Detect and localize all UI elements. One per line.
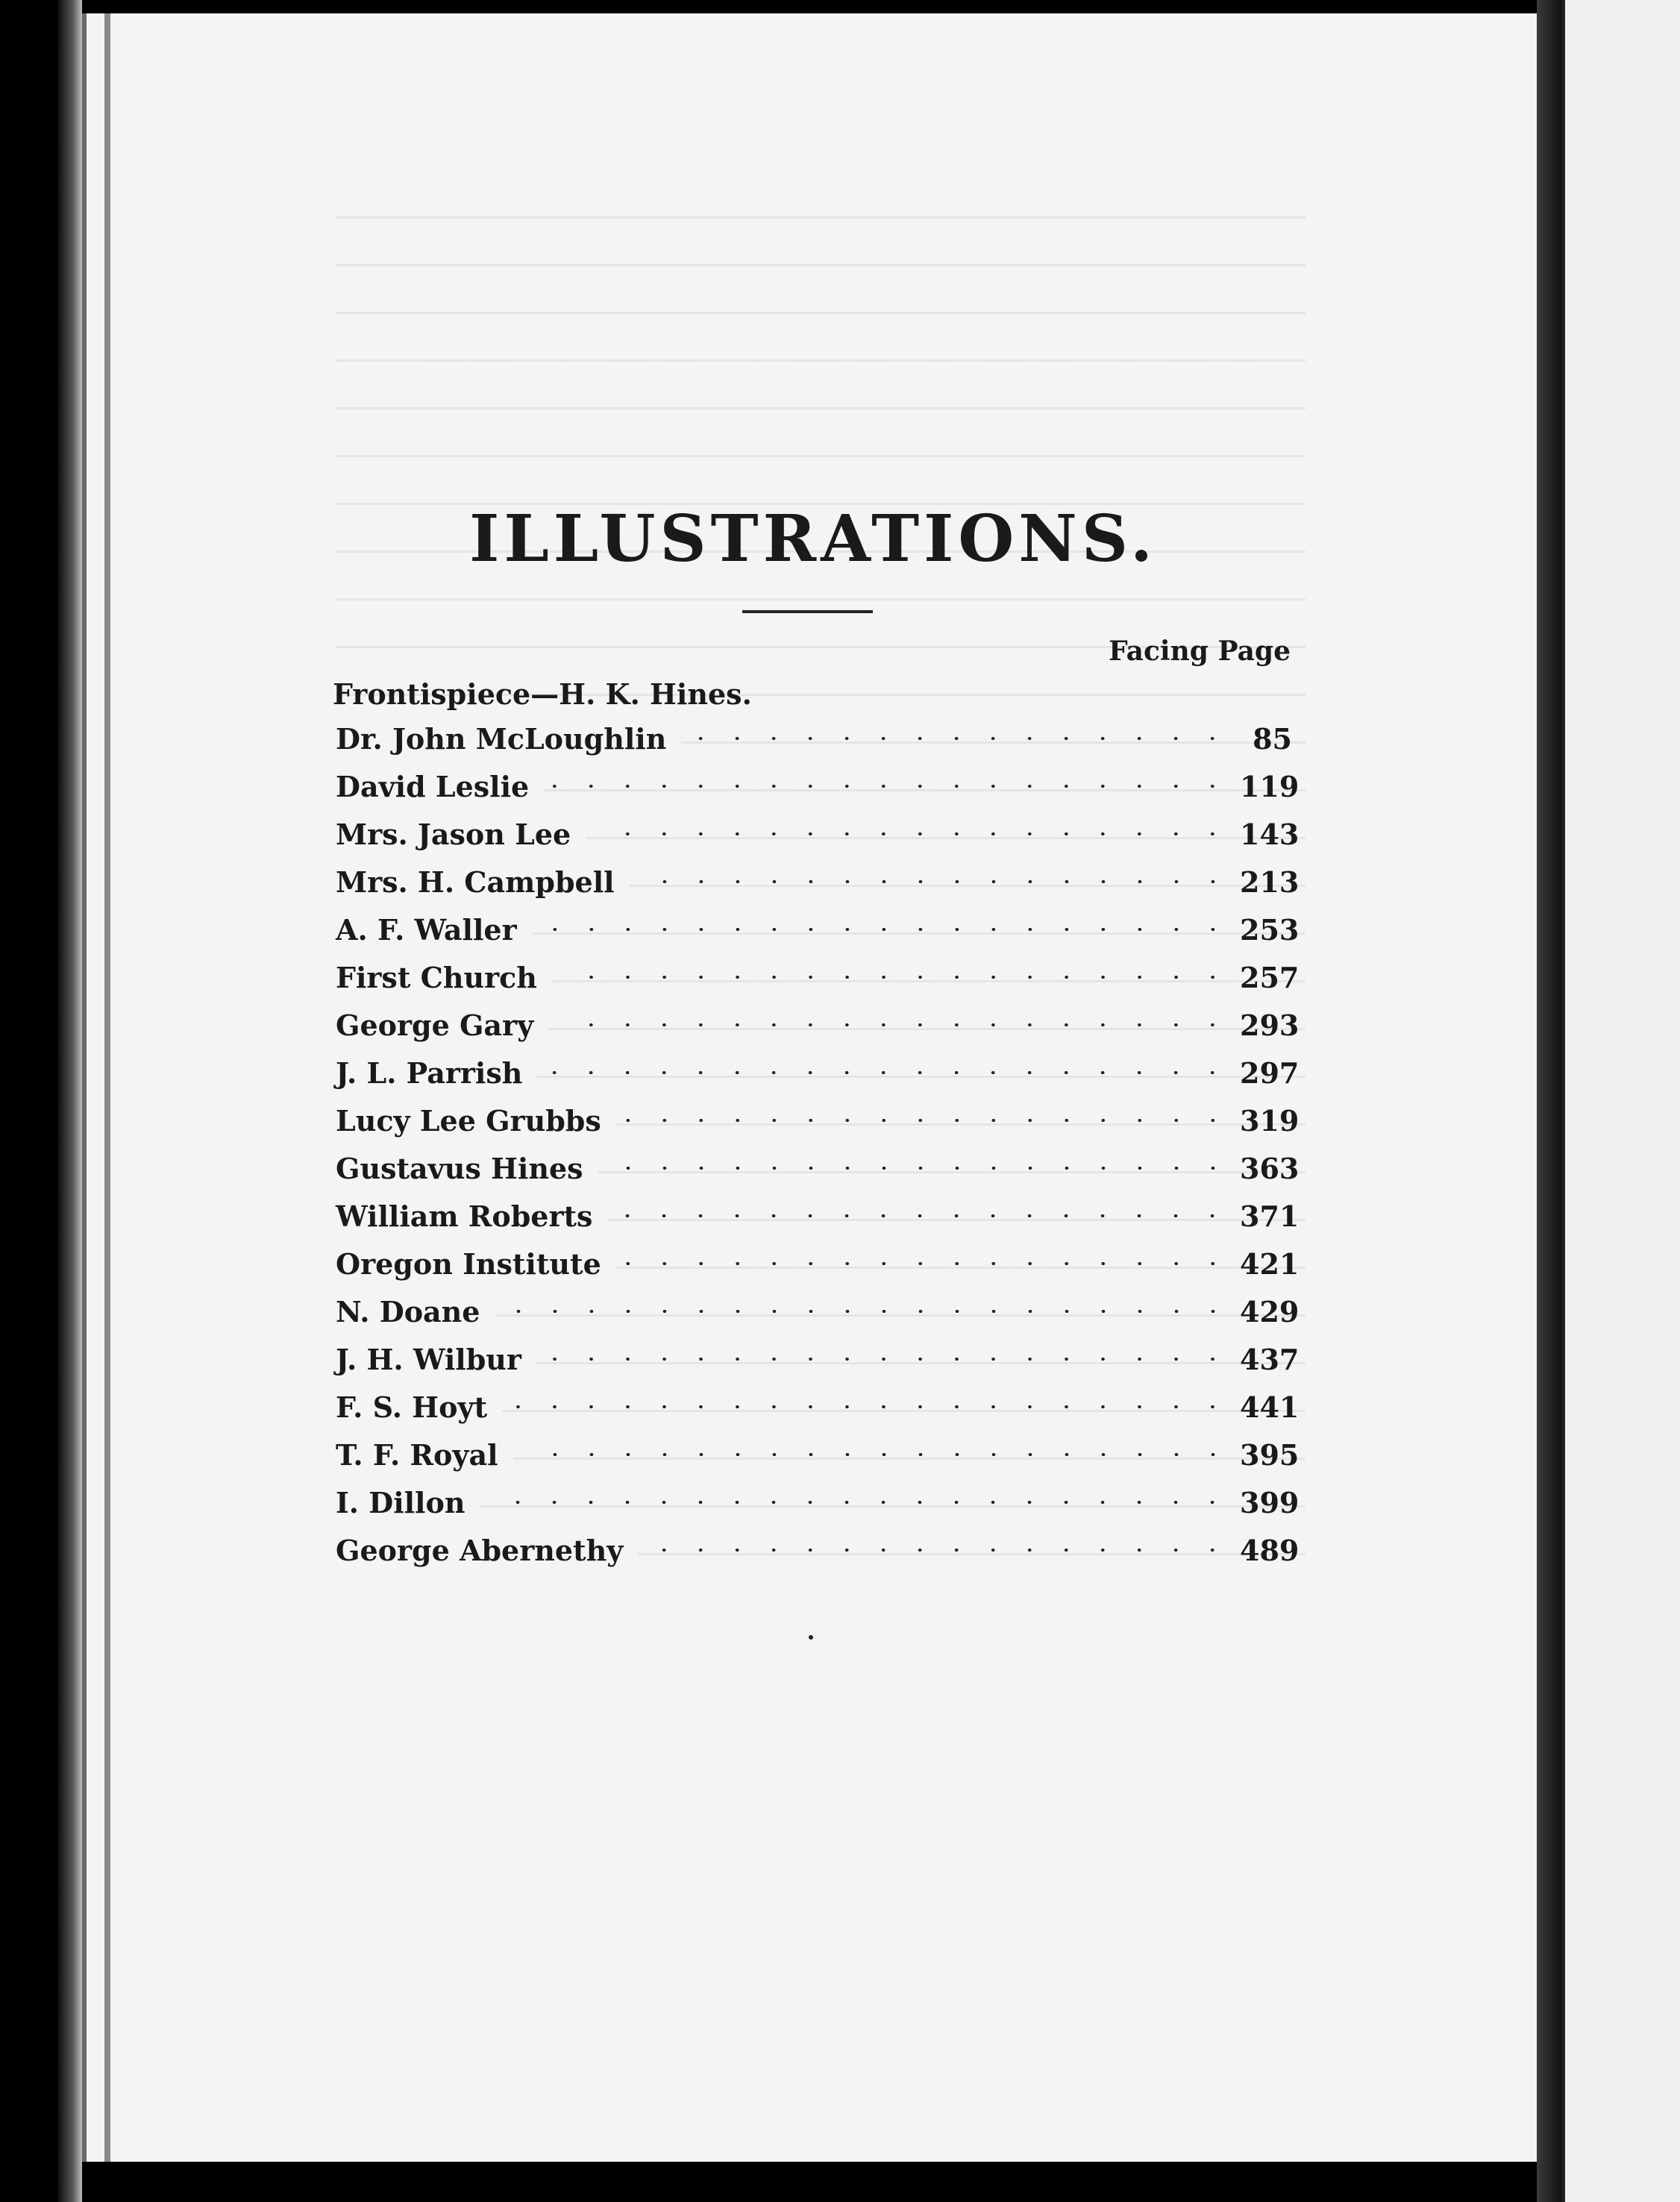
- list-item: [336, 810, 1300, 858]
- illustration-name: F. S. Hoyt: [336, 1390, 502, 1424]
- page-number: 371: [1240, 1199, 1300, 1233]
- dot-leader: [522, 1453, 1231, 1456]
- page-number: 429: [1240, 1294, 1300, 1329]
- stray-mark: [809, 1635, 813, 1640]
- page-number: 85: [1253, 721, 1292, 756]
- dot-leader: [639, 880, 1231, 883]
- frontispiece-entry: Frontispiece—H. K. Hines.: [333, 677, 752, 711]
- dot-leader: [504, 1310, 1232, 1313]
- title-rule: [742, 610, 873, 613]
- page-number: 213: [1240, 865, 1300, 899]
- illustration-name: George Abernethy: [336, 1534, 638, 1567]
- dot-leader: [546, 1071, 1231, 1074]
- page-number: 363: [1240, 1151, 1300, 1185]
- page-number: 437: [1240, 1342, 1300, 1376]
- illustration-name: A. F. Waller: [336, 913, 532, 947]
- list-item: [336, 1287, 1300, 1335]
- dot-leader: [625, 1119, 1231, 1122]
- page-number: 253: [1240, 912, 1300, 947]
- illustration-name: I. Dillon: [336, 1486, 480, 1519]
- page-number: 395: [1240, 1437, 1300, 1472]
- page-title: ILLUSTRATIONS.: [469, 501, 1157, 577]
- dot-leader: [557, 1023, 1231, 1026]
- dot-leader: [489, 1501, 1231, 1504]
- illustration-name: George Gary: [336, 1009, 548, 1042]
- page-number: 293: [1240, 1008, 1300, 1042]
- page-number: 489: [1240, 1533, 1300, 1567]
- list-item: [336, 953, 1300, 1001]
- dot-leader: [607, 1167, 1231, 1170]
- list-item: [336, 1001, 1300, 1049]
- illustration-name: Gustavus Hines: [336, 1152, 598, 1185]
- list-item: [336, 1144, 1300, 1192]
- list-item: [336, 906, 1300, 953]
- dot-leader: [625, 1262, 1231, 1265]
- illustration-list: [336, 715, 1300, 1574]
- list-item: [336, 1383, 1300, 1431]
- illustration-name: T. F. Royal: [336, 1438, 513, 1472]
- dot-leader: [616, 1214, 1231, 1217]
- page-number: 257: [1240, 960, 1300, 994]
- dot-leader: [690, 737, 1231, 740]
- illustration-name: Dr. John McLoughlin: [336, 722, 681, 756]
- page-left-shadow: [58, 0, 82, 2202]
- page-number: 319: [1240, 1103, 1300, 1138]
- list-item: [336, 1335, 1300, 1383]
- illustration-name: Lucy Lee Grubbs: [336, 1104, 616, 1138]
- dot-leader: [595, 832, 1231, 835]
- list-item: [336, 1526, 1300, 1574]
- illustration-name: David Leslie: [336, 770, 544, 803]
- page-right-edge: [1537, 0, 1562, 2202]
- page-number: 143: [1240, 817, 1300, 851]
- illustration-name: Mrs. H. Campbell: [336, 865, 630, 899]
- page-number: 297: [1240, 1055, 1300, 1090]
- dot-leader: [647, 1549, 1231, 1552]
- list-item: [336, 1240, 1300, 1287]
- page-number: 119: [1240, 769, 1300, 803]
- dot-leader: [545, 1358, 1231, 1361]
- dot-leader: [561, 976, 1231, 979]
- list-item: [336, 715, 1292, 762]
- page-number: 441: [1240, 1390, 1300, 1424]
- illustration-name: J. H. Wilbur: [336, 1343, 536, 1376]
- illustration-name: Mrs. Jason Lee: [336, 818, 586, 851]
- list-item: [336, 1192, 1300, 1240]
- illustration-name: Oregon Institute: [336, 1247, 616, 1281]
- dot-leader: [553, 785, 1231, 788]
- adjacent-page-edge: [1562, 0, 1680, 2202]
- column-header: Facing Page: [1109, 636, 1291, 667]
- page-number: 399: [1240, 1485, 1300, 1519]
- page-gutter-line: [104, 13, 110, 2162]
- list-item: [336, 1431, 1300, 1478]
- dot-leader: [541, 928, 1231, 931]
- dot-leader: [511, 1405, 1231, 1408]
- list-item: [336, 762, 1300, 810]
- list-item: [336, 858, 1300, 906]
- illustration-name: First Church: [336, 961, 552, 994]
- page-number: 421: [1240, 1246, 1300, 1281]
- list-item: [336, 1478, 1300, 1526]
- illustration-name: J. L. Parrish: [336, 1056, 537, 1090]
- list-item: [336, 1097, 1300, 1144]
- list-item: [336, 1049, 1300, 1097]
- illustration-name: William Roberts: [336, 1199, 607, 1233]
- illustration-name: N. Doane: [336, 1295, 495, 1329]
